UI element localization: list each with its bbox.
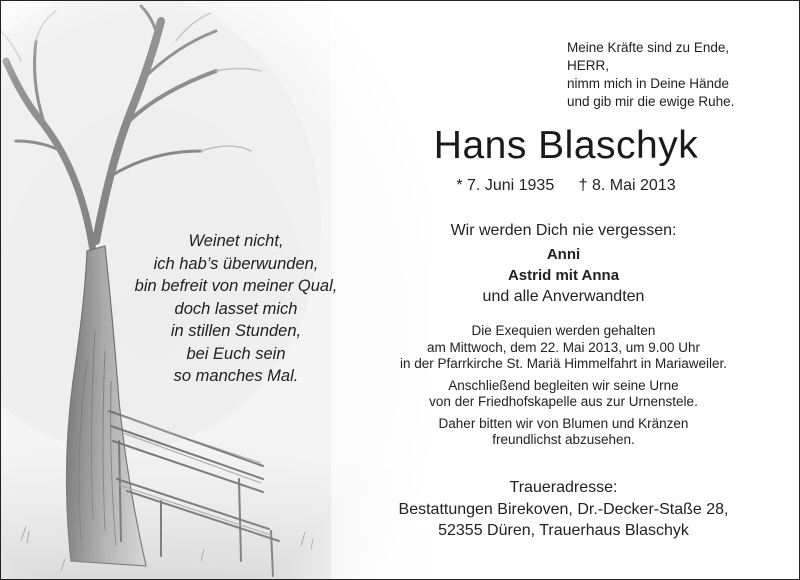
service-line: in der Pfarrkirche St. Mariä Himmelfahrt in Mariaweiler.: [399, 356, 728, 371]
memorial-poem: [96, 230, 376, 388]
service-line: Anschließend begleiten wir seine Urne: [448, 377, 679, 393]
poem-line: bei Euch sein: [186, 344, 286, 363]
mourners-block: [381, 220, 746, 307]
scripture-line: Meine Kräfte sind zu Ende,: [567, 40, 730, 55]
poem-line: doch lasset mich: [174, 299, 298, 318]
mourners-intro: Wir werden Dich nie vergessen:: [450, 222, 677, 239]
mourner-name: Anni: [546, 246, 581, 263]
deceased-name: Hans Blaschyk: [433, 124, 699, 167]
service-line: von der Friedhofskapelle aus zur Urnenstele.: [429, 394, 698, 409]
service-line: Daher bitten wir von Blumen und Kränzen: [438, 415, 689, 431]
death-date: † 8. Mai 2013: [578, 177, 676, 194]
address-line: 52355 Düren, Trauerhaus Blaschyk: [438, 522, 689, 539]
scripture-line: HERR,: [567, 58, 610, 73]
address-line: Bestattungen Birekoven, Dr.-Decker-Staße 28,: [398, 500, 729, 518]
service-line: freundlichst abzusehen.: [492, 432, 635, 447]
birth-date: * 7. Juni 1935: [456, 177, 555, 194]
funeral-service-info: [366, 323, 761, 449]
address-heading: Traueradresse:: [509, 479, 618, 496]
poem-line: in stillen Stunden,: [170, 322, 302, 340]
life-dates: [381, 177, 751, 195]
poem-line: bin befreit von meiner Qual,: [134, 277, 338, 295]
scripture-line: nimm mich in Deine Hände: [567, 76, 730, 91]
scripture-verse: [567, 39, 734, 111]
service-line: am Mittwoch, dem 22. Mai 2013, um 9.00 Uhr: [426, 339, 701, 355]
poem-line: so manches Mal.: [173, 367, 299, 385]
service-line: Die Exequien werden gehalten: [471, 323, 656, 338]
poem-line: ich hab’s überwunden,: [153, 254, 319, 273]
mourning-address: [366, 477, 761, 542]
mourners-others: und alle Anverwandten: [482, 288, 645, 305]
mourner-name: Astrid mit Anna: [507, 267, 620, 284]
poem-line: Weinet nicht,: [188, 232, 284, 250]
scripture-line: und gib mir die ewige Ruhe.: [567, 94, 735, 109]
